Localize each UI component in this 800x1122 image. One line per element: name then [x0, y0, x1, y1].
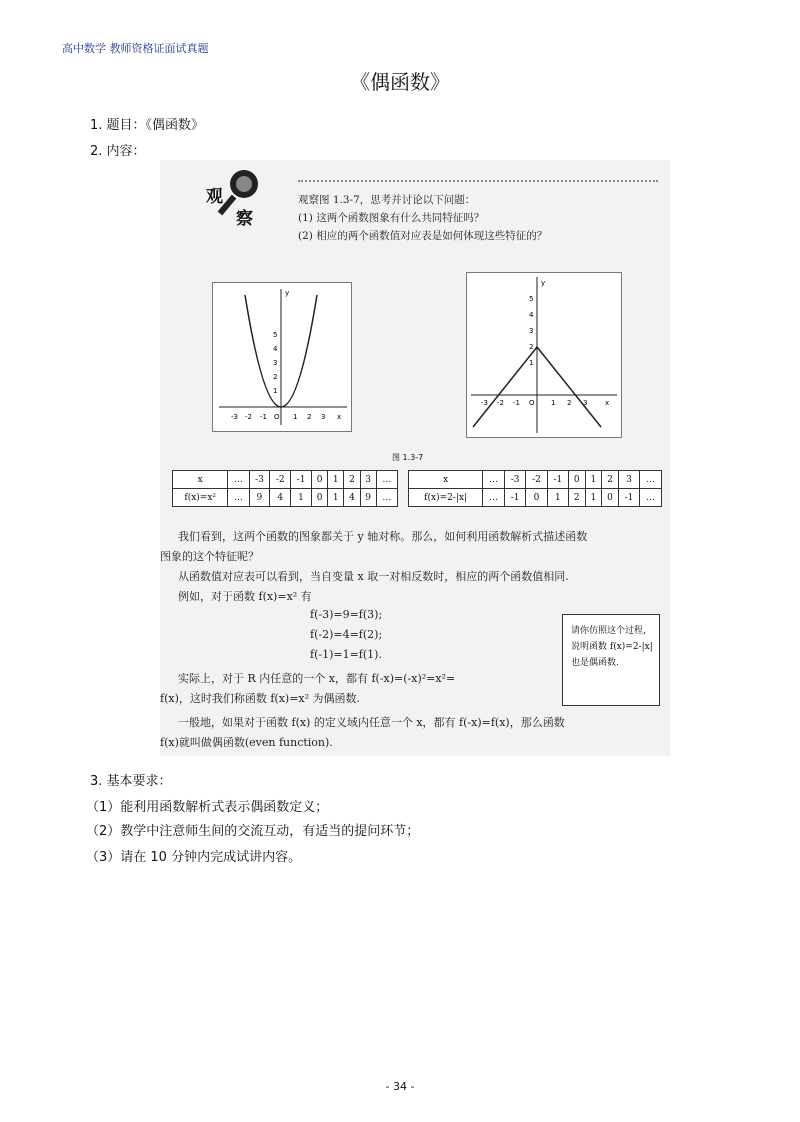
g2-tick-y: 2: [529, 343, 534, 351]
g1-tick-x: -2: [245, 413, 252, 421]
g1-tick-x: x: [337, 413, 342, 421]
g1-tick-y: 1: [273, 387, 278, 395]
g1-tick-x: -1: [260, 413, 267, 421]
requirement-2: （2）教学中注意师生间的交流互动，有适当的提问环节；: [86, 824, 420, 839]
table-row: f(x)=x² … 9 4 1 0 1 4 9 …: [173, 489, 398, 507]
prompt-1: 观察图 1.3-7，思考并讨论以下问题：: [298, 194, 476, 206]
g2-tick-x: 3: [583, 399, 588, 407]
g1-tick-y: y: [285, 289, 290, 297]
side-note-text: 请你仿照这个过程，说明函数 f(x)=2-|x| 也是偶函数.: [571, 626, 653, 668]
content-line: 2. 内容：: [90, 144, 146, 159]
g2-tick-y: 4: [529, 311, 534, 319]
figure-caption: 图 1.3-7: [392, 453, 424, 462]
table-row: f(x)=2-|x| … -1 0 1 2 1 0 -1 …: [409, 489, 662, 507]
g1-tick-x: 2: [307, 413, 312, 421]
requirement-3: （3）请在 10 分钟内完成试讲内容。: [86, 850, 302, 865]
g1-tick-x: -3: [231, 413, 238, 421]
requirement-1: （1）能利用函数解析式表示偶函数定义；: [86, 800, 329, 815]
parabola-plot: [213, 283, 351, 431]
page-number: - 34 -: [385, 1080, 415, 1093]
g2-tick-x: -2: [497, 399, 504, 407]
paragraph-6: f(x)，这时我们称函数 f(x)=x² 为偶函数.: [160, 692, 361, 705]
abs-plot: [467, 273, 621, 437]
g1-tick-y: 5: [273, 331, 278, 339]
g1-tick-y: 4: [273, 345, 278, 353]
prompt-3: (2) 相应的两个函数值对应表是如何体现这些特征的？: [298, 230, 548, 242]
g2-tick-x: 1: [551, 399, 556, 407]
topic-line: 1. 题目：《偶函数》: [90, 118, 205, 133]
table-row: x … -3 -2 -1 0 1 2 3 …: [409, 471, 662, 489]
paragraph-5: 实际上，对于 R 内任意的一个 x，都有 f(-x)=(-x)²=x²=: [178, 672, 456, 685]
g2-tick-y: y: [541, 279, 546, 287]
graph-abs: [466, 272, 622, 438]
paragraph-2: 图象的这个特征呢？: [160, 550, 259, 563]
g1-tick-y: 3: [273, 359, 278, 367]
g1-tick-x: O: [274, 413, 280, 421]
example-2: f(-2)=4=f(2);: [310, 628, 383, 641]
observe-label-1: 观: [206, 187, 223, 207]
g2-tick-y: 1: [529, 359, 534, 367]
observe-label-2: 察: [236, 209, 253, 229]
example-3: f(-1)=1=f(1).: [310, 648, 382, 661]
textbook-figure: [160, 160, 670, 756]
paragraph-4: 例如，对于函数 f(x)=x² 有: [178, 590, 312, 603]
table-row: x … -3 -2 -1 0 1 2 3 …: [173, 471, 398, 489]
paragraph-7: 一般地，如果对于函数 f(x) 的定义域内任意一个 x，都有 f(-x)=f(x)，那么函数: [178, 716, 565, 729]
requirements-heading: 3. 基本要求：: [90, 774, 172, 789]
paragraph-8: f(x)就叫做偶函数(even function).: [160, 736, 333, 749]
side-note-box: [562, 614, 660, 706]
g2-tick-x: -3: [481, 399, 488, 407]
prompt-2: (1) 这两个函数图象有什么共同特征吗？: [298, 212, 485, 224]
g1-tick-x: 3: [321, 413, 326, 421]
paragraph-1: 我们看到，这两个函数的图象都关于 y 轴对称。那么，如何利用函数解析式描述函数: [178, 530, 588, 543]
g2-tick-x: O: [529, 399, 535, 407]
example-1: f(-3)=9=f(3);: [310, 608, 383, 621]
table-parabola: [172, 470, 398, 507]
paragraph-3: 从函数值对应表可以看到，当自变量 x 取一对相反数时，相应的两个函数值相同.: [178, 570, 569, 583]
dotted-divider: [298, 180, 658, 182]
g2-tick-y: 3: [529, 327, 534, 335]
table-abs: [408, 470, 662, 507]
g2-tick-y: 5: [529, 295, 534, 303]
page-header: 高中数学 教师资格证面试真题: [62, 42, 209, 55]
g1-tick-y: 2: [273, 373, 278, 381]
g1-tick-x: 1: [293, 413, 298, 421]
graph-parabola: [212, 282, 352, 432]
g2-tick-x: -1: [513, 399, 520, 407]
page-title: 《偶函数》: [350, 70, 450, 94]
g2-tick-x: x: [605, 399, 610, 407]
g2-tick-x: 2: [567, 399, 572, 407]
